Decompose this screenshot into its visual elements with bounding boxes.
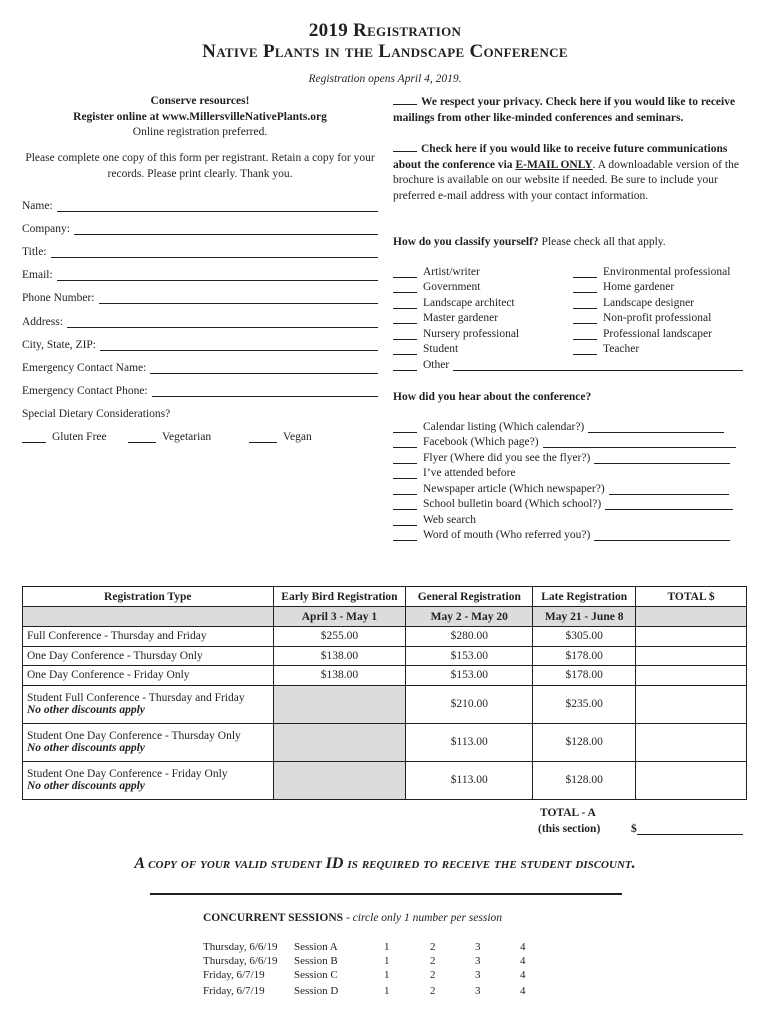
hear-school-bulletin-blank[interactable]	[393, 500, 417, 510]
row-total-cell[interactable]	[636, 761, 747, 799]
session-choice[interactable]: 1	[384, 985, 390, 997]
row-total-cell[interactable]	[636, 627, 747, 647]
row-type	[23, 723, 274, 761]
email-only-label: E-MAIL ONLY	[515, 158, 593, 171]
diet-vegetarian[interactable]	[128, 431, 211, 443]
row-general: $153.00	[406, 666, 533, 686]
company-line[interactable]	[74, 225, 378, 235]
row-total-cell[interactable]	[636, 646, 747, 666]
table-row	[23, 723, 747, 761]
hear-flyer-blank[interactable]	[393, 454, 417, 464]
session-choice[interactable]: 1	[384, 969, 390, 981]
row-total-cell[interactable]	[636, 685, 747, 723]
classify-environmental-label: Environmental professional	[603, 266, 731, 278]
hear-web-search-blank[interactable]	[393, 516, 417, 526]
row-note: No other discounts apply	[27, 780, 145, 792]
row-total-cell[interactable]	[636, 723, 747, 761]
classify-student-blank[interactable]	[393, 345, 417, 355]
diet-gluten-free-label: Gluten Free	[52, 431, 107, 443]
row-type-label: Student One Day Conference - Thursday Only	[27, 730, 241, 742]
session-choice[interactable]: 4	[520, 941, 526, 953]
email-label: Email:	[22, 269, 53, 281]
hear-facebook[interactable]	[393, 436, 736, 448]
total-a-label: TOTAL - A	[540, 807, 596, 819]
col-general: General Registration	[406, 587, 533, 607]
phone-line[interactable]	[99, 294, 378, 304]
hear-facebook-label: Facebook (Which page?)	[423, 436, 539, 448]
hear-flyer[interactable]	[393, 452, 730, 464]
sessions-title-bold: CONCURRENT SESSIONS	[203, 912, 344, 924]
classify-landscape-architect[interactable]	[393, 297, 515, 309]
session-name: Session D	[294, 985, 339, 997]
classify-landscape-designer[interactable]	[573, 297, 694, 309]
phone-field[interactable]	[22, 292, 378, 304]
conference-title: Native Plants in the Landscape Conference	[202, 41, 568, 62]
title-label: Title:	[22, 246, 47, 258]
row-late: $235.00	[533, 685, 636, 723]
table-dates-row	[23, 607, 747, 627]
student-id-notice: A copy of your valid student ID is required to receive the student discount.	[134, 855, 636, 872]
classify-environmental-blank[interactable]	[573, 268, 597, 278]
dates-blank-cell	[23, 607, 274, 627]
classify-government[interactable]	[393, 281, 480, 293]
title-line[interactable]	[51, 248, 378, 258]
session-choice[interactable]: 2	[430, 955, 436, 967]
hear-calendar-line[interactable]	[588, 423, 724, 433]
classify-landscape-designer-label: Landscape designer	[603, 297, 695, 309]
city-state-zip-line[interactable]	[100, 341, 378, 351]
hear-facebook-line[interactable]	[543, 438, 736, 448]
hear-word-of-mouth-blank[interactable]	[393, 531, 417, 541]
table-header-row	[23, 587, 747, 607]
email-line[interactable]	[57, 271, 378, 281]
hear-newspaper[interactable]	[393, 483, 729, 495]
row-late: $178.00	[533, 666, 636, 686]
hear-web-search[interactable]	[393, 514, 476, 526]
row-early-shaded	[273, 685, 406, 723]
row-early: $138.00	[273, 666, 406, 686]
hear-newspaper-label: Newspaper article (Which newspaper?)	[423, 483, 605, 495]
classify-nursery-label: Nursery professional	[423, 328, 520, 340]
session-choice[interactable]: 3	[475, 969, 481, 981]
hear-word-of-mouth-line[interactable]	[594, 531, 730, 541]
row-type-label: Student One Day Conference - Friday Only	[27, 768, 228, 780]
classify-professional-landscaper[interactable]	[573, 328, 712, 340]
concurrent-sessions-title	[203, 912, 502, 924]
session-day: Friday, 6/7/19	[203, 985, 265, 997]
email-comm-rest: . A downloadable version of the brochure is available on our website if needed. Be sure to include your preferred e-mail address with your contact information.	[393, 158, 739, 202]
emergency-contact-phone-field[interactable]	[22, 385, 378, 397]
hear-web-search-label: Web search	[423, 514, 477, 526]
hear-flyer-label: Flyer (Where did you see the flyer?)	[423, 452, 591, 464]
classify-non-profit-label: Non-profit professional	[603, 312, 712, 324]
emergency-phone-line[interactable]	[152, 387, 378, 397]
session-choice[interactable]: 3	[475, 941, 481, 953]
row-total-cell[interactable]	[636, 666, 747, 686]
privacy-label: We respect your privacy. Check here if you would like to receive mailings from other like-minded conferences and seminars.	[393, 96, 736, 124]
row-late: $178.00	[533, 646, 636, 666]
table-row	[23, 761, 747, 799]
classify-nursery[interactable]	[393, 328, 519, 340]
classify-teacher[interactable]	[573, 343, 639, 355]
row-type: One Day Conference - Thursday Only	[23, 646, 274, 666]
classify-master-gardener-label: Master gardener	[423, 312, 499, 324]
diet-vegetarian-label: Vegetarian	[162, 431, 212, 443]
hear-attended-before[interactable]	[393, 467, 516, 479]
row-early: $138.00	[273, 646, 406, 666]
classify-professional-landscaper-blank[interactable]	[573, 330, 597, 340]
classify-teacher-blank[interactable]	[573, 345, 597, 355]
instructions-text: Please complete one copy of this form per registrant. Retain a copy for your records. Please print clearly. Thank you.	[25, 152, 375, 180]
session-name: Session B	[294, 955, 338, 967]
classify-other-label: Other	[423, 359, 450, 371]
session-choice[interactable]: 1	[384, 955, 390, 967]
hear-word-of-mouth-label: Word of mouth (Who referred you?)	[423, 529, 591, 541]
classify-artist-label: Artist/writer	[423, 266, 480, 278]
hear-school-bulletin[interactable]	[393, 498, 733, 510]
address-field[interactable]	[22, 316, 378, 328]
session-name: Session C	[294, 969, 338, 981]
classify-government-label: Government	[423, 281, 481, 293]
session-choice[interactable]: 1	[384, 941, 390, 953]
phone-label: Phone Number:	[22, 292, 95, 304]
conserve-heading: Conserve resources!	[150, 95, 250, 107]
email-field[interactable]	[22, 269, 378, 281]
session-day: Friday, 6/7/19	[203, 969, 265, 981]
session-choice[interactable]: 2	[430, 969, 436, 981]
row-note: No other discounts apply	[27, 742, 145, 754]
session-choice[interactable]: 4	[520, 969, 526, 981]
privacy-checkbox-text[interactable]	[393, 95, 749, 126]
classify-environmental[interactable]	[573, 266, 730, 278]
row-late: $128.00	[533, 723, 636, 761]
classify-non-profit-blank[interactable]	[573, 314, 597, 324]
session-name: Session A	[294, 941, 338, 953]
emergency-name-line[interactable]	[150, 364, 378, 374]
hear-school-bulletin-line[interactable]	[605, 500, 733, 510]
classify-government-blank[interactable]	[393, 283, 417, 293]
classify-other-blank[interactable]	[393, 361, 417, 371]
row-general: $153.00	[406, 646, 533, 666]
divider	[150, 893, 622, 895]
row-general: $113.00	[406, 761, 533, 799]
registration-opens-note: Registration opens April 4, 2019.	[308, 73, 462, 85]
session-choice[interactable]: 4	[520, 985, 526, 997]
hear-calendar-blank[interactable]	[393, 423, 417, 433]
session-choice[interactable]: 4	[520, 955, 526, 967]
classify-student[interactable]	[393, 343, 458, 355]
hear-attended-before-blank[interactable]	[393, 469, 417, 479]
name-field[interactable]	[22, 200, 378, 212]
total-dates-cell	[636, 607, 747, 627]
diet-vegetarian-blank[interactable]	[128, 433, 156, 443]
diet-vegan[interactable]	[249, 431, 312, 443]
session-choice[interactable]: 2	[430, 985, 436, 997]
classify-teacher-label: Teacher	[603, 343, 640, 355]
session-choice[interactable]: 3	[475, 955, 481, 967]
privacy-blank[interactable]	[393, 95, 417, 105]
email-comm-blank[interactable]	[393, 142, 417, 152]
row-note: No other discounts apply	[27, 704, 145, 716]
early-bird-dates: April 3 - May 1	[273, 607, 406, 627]
hear-newspaper-line[interactable]	[609, 485, 729, 495]
total-a-line[interactable]	[637, 825, 743, 835]
register-online-text: Register online at www.MillersvilleNativePlants.org	[73, 111, 327, 123]
table-row	[23, 666, 747, 686]
classify-landscape-designer-blank[interactable]	[573, 299, 597, 309]
classify-home-gardener-blank[interactable]	[573, 283, 597, 293]
session-choice[interactable]: 3	[475, 985, 481, 997]
email-communications-text[interactable]	[393, 142, 749, 204]
classify-home-gardener-label: Home gardener	[603, 281, 675, 293]
emergency-name-label: Emergency Contact Name:	[22, 362, 147, 374]
city-state-zip-label: City, State, ZIP:	[22, 339, 97, 351]
emergency-phone-label: Emergency Contact Phone:	[22, 385, 148, 397]
address-label: Address:	[22, 316, 63, 328]
row-type-label: Student Full Conference - Thursday and Friday	[27, 692, 245, 704]
col-late: Late Registration	[533, 587, 636, 607]
classify-professional-landscaper-label: Professional landscaper	[603, 328, 712, 340]
company-label: Company:	[22, 223, 70, 235]
classify-landscape-architect-label: Landscape architect	[423, 297, 515, 309]
name-line[interactable]	[57, 202, 378, 212]
classify-non-profit[interactable]	[573, 312, 711, 324]
row-type: One Day Conference - Friday Only	[23, 666, 274, 686]
classify-student-label: Student	[423, 343, 459, 355]
row-type: Full Conference - Thursday and Friday	[23, 627, 274, 647]
classify-other-line[interactable]	[453, 361, 743, 371]
address-line[interactable]	[67, 318, 378, 328]
hear-facebook-blank[interactable]	[393, 438, 417, 448]
diet-gluten-free[interactable]	[22, 431, 107, 443]
table-row	[23, 646, 747, 666]
row-general: $113.00	[406, 723, 533, 761]
title-field[interactable]	[22, 246, 378, 258]
diet-vegan-label: Vegan	[283, 431, 312, 443]
hear-flyer-line[interactable]	[594, 454, 730, 464]
classify-artist-blank[interactable]	[393, 268, 417, 278]
hear-calendar[interactable]	[393, 421, 724, 433]
diet-vegan-blank[interactable]	[249, 433, 277, 443]
total-a-sublabel: (this section)	[538, 823, 601, 835]
hear-word-of-mouth[interactable]	[393, 529, 730, 541]
classify-artist[interactable]	[393, 266, 480, 278]
hear-calendar-label: Calendar listing (Which calendar?)	[423, 421, 585, 433]
classify-note: Please check all that apply.	[541, 236, 666, 248]
table-row	[23, 627, 747, 647]
name-label: Name:	[22, 200, 53, 212]
city-state-zip-field[interactable]	[22, 339, 378, 351]
row-early-shaded	[273, 761, 406, 799]
classify-question	[393, 235, 749, 251]
total-a-field[interactable]	[631, 823, 743, 835]
col-early-bird: Early Bird Registration	[273, 587, 406, 607]
classify-question-label: How do you classify yourself?	[393, 236, 539, 248]
general-dates: May 2 - May 20	[406, 607, 533, 627]
table-row	[23, 685, 747, 723]
online-preferred-text: Online registration preferred.	[132, 126, 268, 138]
session-choice[interactable]: 2	[430, 941, 436, 953]
hear-question: How did you hear about the conference?	[393, 391, 592, 403]
classify-master-gardener[interactable]	[393, 312, 498, 324]
row-early: $255.00	[273, 627, 406, 647]
hear-attended-before-label: I’ve attended before	[423, 467, 516, 479]
email-comm-label: Check here if you would like to receive future communications about the conference via	[393, 143, 728, 171]
dietary-label: Special Dietary Considerations?	[22, 408, 171, 420]
row-type	[23, 761, 274, 799]
session-day: Thursday, 6/6/19	[203, 955, 278, 967]
late-dates: May 21 - June 8	[533, 607, 636, 627]
row-late: $128.00	[533, 761, 636, 799]
row-general: $280.00	[406, 627, 533, 647]
col-total: TOTAL $	[636, 587, 747, 607]
sessions-title-dash: -	[343, 912, 353, 924]
form-title: 2019 Registration	[308, 20, 462, 41]
classify-nursery-blank[interactable]	[393, 330, 417, 340]
hear-newspaper-blank[interactable]	[393, 485, 417, 495]
row-general: $210.00	[406, 685, 533, 723]
emergency-contact-name-field[interactable]	[22, 362, 378, 374]
registration-table	[22, 586, 747, 800]
classify-other[interactable]	[393, 359, 743, 371]
hear-school-bulletin-label: School bulletin board (Which school?)	[423, 498, 602, 510]
classify-master-gardener-blank[interactable]	[393, 314, 417, 324]
row-early-shaded	[273, 723, 406, 761]
row-late: $305.00	[533, 627, 636, 647]
sessions-title-note: circle only 1 number per session	[352, 912, 503, 924]
diet-gluten-free-blank[interactable]	[22, 433, 46, 443]
company-field[interactable]	[22, 223, 378, 235]
dollar-sign: $	[631, 823, 637, 835]
row-type	[23, 685, 274, 723]
col-registration-type: Registration Type	[23, 587, 274, 607]
session-day: Thursday, 6/6/19	[203, 941, 278, 953]
classify-home-gardener[interactable]	[573, 281, 674, 293]
classify-landscape-architect-blank[interactable]	[393, 299, 417, 309]
